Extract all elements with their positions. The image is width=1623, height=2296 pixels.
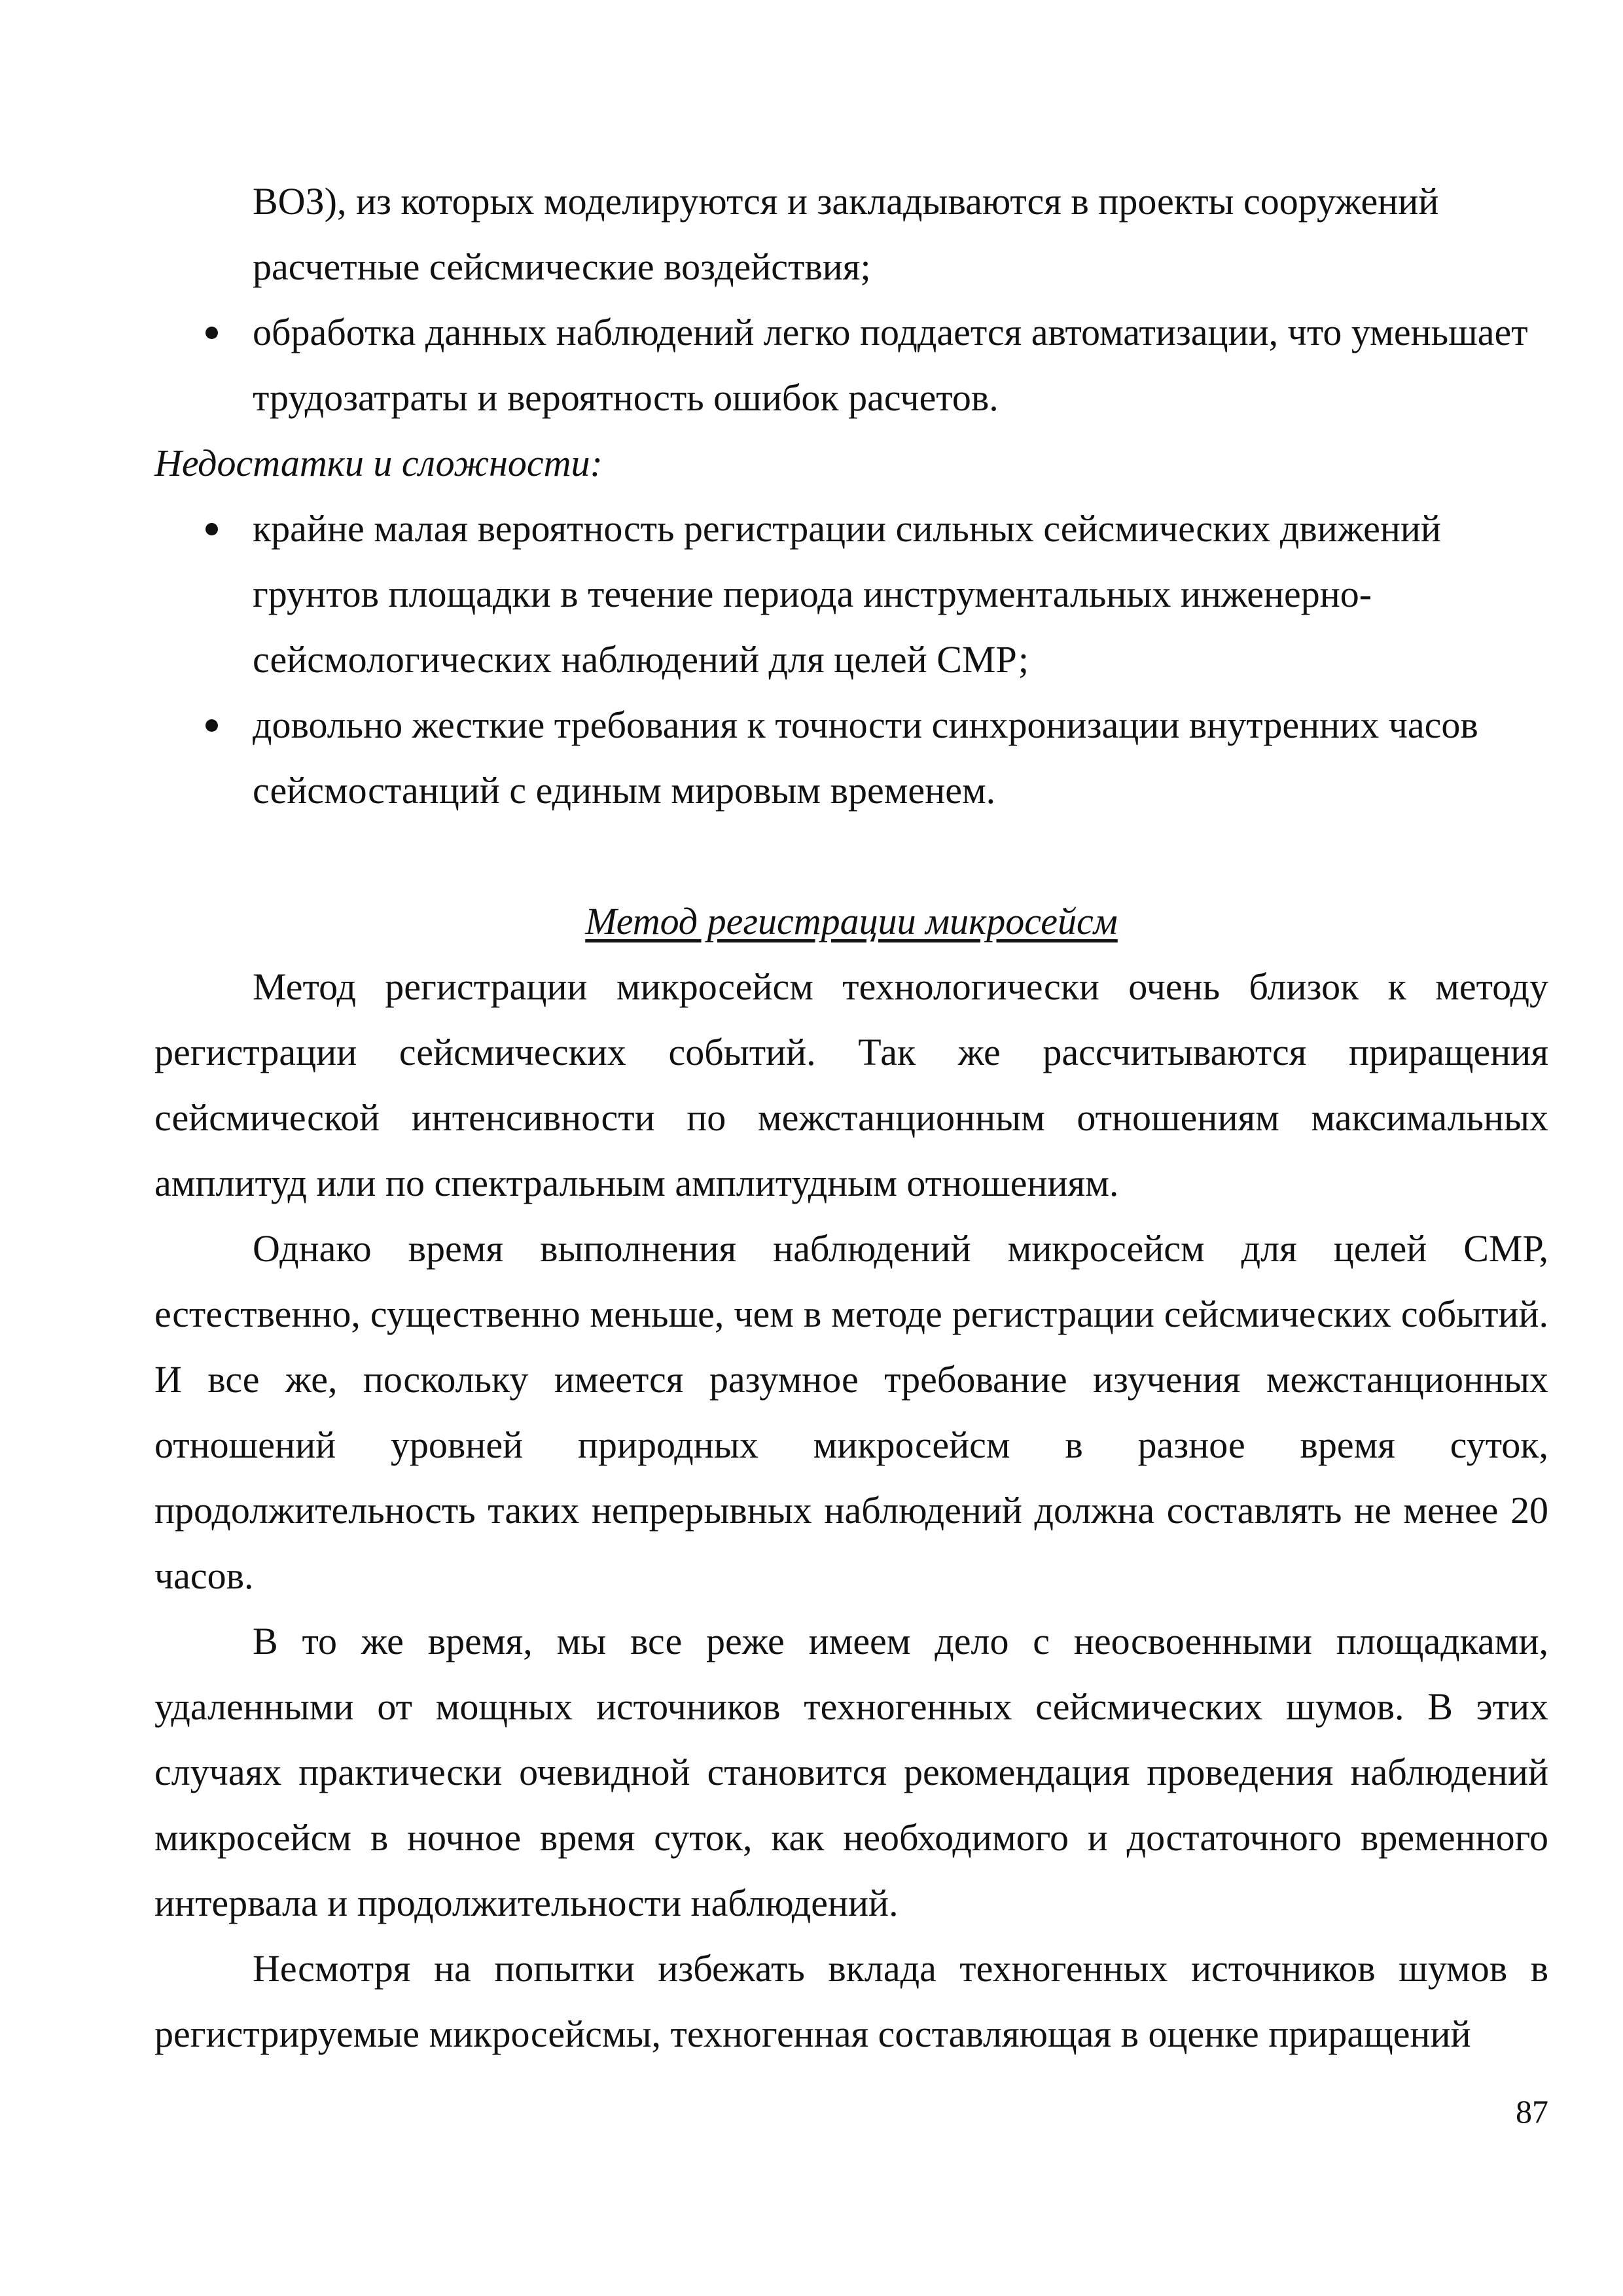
advantages-list <box>154 300 1548 431</box>
list-item <box>154 496 1548 692</box>
list-item <box>154 300 1548 431</box>
bullet-icon <box>205 327 218 339</box>
disadvantages-list <box>154 496 1548 823</box>
page-content <box>154 169 1548 2067</box>
continued-list-item: ВОЗ), из которых моделируются и закладываются в проекты сооружений расчетные сейсмические воздействия; <box>253 180 1439 288</box>
list-item-text: крайне малая вероятность регистрации сильных сейсмических движений грунтов площадки в течение периода инструментальных инженерно-сейсмологических наблюдений для целей СМР; <box>253 507 1441 681</box>
section-title: Метод регистрации микросейсм <box>585 900 1118 942</box>
disadvantages-heading: Недостатки и сложности: <box>154 442 603 484</box>
page-number: 87 <box>1516 2093 1548 2130</box>
list-item <box>154 692 1548 823</box>
list-item-text: довольно жесткие требования к точности синхронизации внутренних часов сейсмостанций с единым мировым временем. <box>253 704 1478 812</box>
bullet-icon <box>205 523 218 535</box>
paragraph: В то же время, мы все реже имеем дело с неосвоенными площадками, удаленными от мощных источников техногенных сейсмических шумов. В этих случаях практически очевидной становится рекомендация проведения наблюдений микросейсм в ночное время суток, как необходимого и достаточного временного интервала и продолжительности наблюдений. <box>154 1620 1548 1924</box>
bullet-icon <box>205 719 218 732</box>
list-item-text: обработка данных наблюдений легко поддается автоматизации, что уменьшает трудозатраты и вероятность ошибок расчетов. <box>253 311 1528 419</box>
paragraph: Несмотря на попытки избежать вклада техногенных источников шумов в регистрируемые микросейсмы, техногенная составляющая в оценке приращений <box>154 1947 1548 2055</box>
paragraph: Метод регистрации микросейсм технологически очень близок к методу регистрации сейсмических событий. Так же рассчитываются приращения сейсмической интенсивности по межстанционным отношениям максимальных амплитуд или по спектральным амплитудным отношениям. <box>154 965 1548 1204</box>
paragraph: Однако время выполнения наблюдений микросейсм для целей СМР, естественно, существенно меньше, чем в методе регистрации сейсмических событий. И все же, поскольку имеется разумное требование изучения межстанционных отношений уровней природных микросейсм в разное время суток, продолжительность таких непрерывных наблюдений должна составлять не менее 20 часов. <box>154 1227 1548 1597</box>
